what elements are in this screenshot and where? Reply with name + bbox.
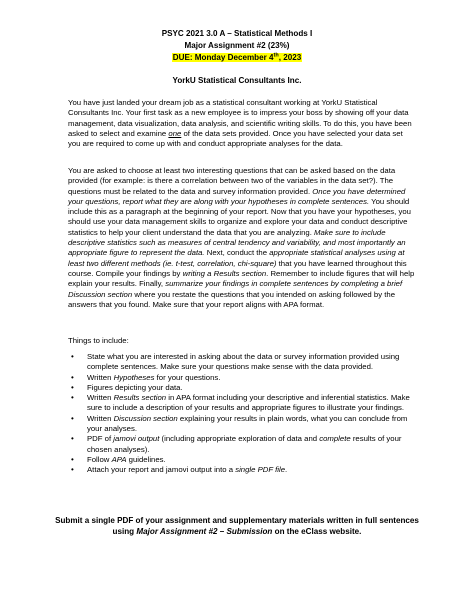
submission-text-2: on the eClass website. xyxy=(272,526,362,536)
course-title: PSYC 2021 3.0 A – Statistical Methods I xyxy=(161,29,313,38)
submission-italic: Major Assignment #2 – Submission xyxy=(136,526,273,536)
instructions-italic-2: Make sure to include descriptive statistics such as measures of central tendency and variability, and most importantly an appropriate figure to represent the data. xyxy=(68,227,406,258)
list-item-text: guidelines. xyxy=(126,454,166,464)
list-item-italic: Results section xyxy=(113,393,167,403)
things-heading: Things to include: xyxy=(68,336,129,345)
list-item-text: Follow xyxy=(87,454,112,464)
list-item-text: Figures depicting your data. xyxy=(87,382,183,392)
list-item-text: (including appropriate exploration of data and xyxy=(159,434,320,444)
list-item-italic: single PDF file xyxy=(235,465,286,475)
instructions-text-6: where you restate the questions that you intended on asking followed by the answers that you found. Make sure that your report aligns with APA format. xyxy=(68,289,395,309)
list-item xyxy=(68,414,420,435)
list-item xyxy=(68,393,420,414)
bullet-icon: • xyxy=(71,413,74,423)
due-date-highlight xyxy=(172,53,302,62)
intro-text-2: of the data sets provided. Once you have selected your data set you are required to come up with and conduct appropriate analyses for the data. xyxy=(68,128,403,149)
assignment-title: Major Assignment #2 (23%) xyxy=(184,41,290,50)
submission-text-1: Submit a single PDF of your assignment and supplementary materials written in full sentences using xyxy=(55,516,419,536)
list-item-text: explaining your results in plain words, what you can conclude from your analyses. xyxy=(87,413,408,434)
bullet-icon: • xyxy=(71,382,74,392)
list-item-text: results of your chosen analyses). xyxy=(87,434,402,454)
list-item-text: PDF of xyxy=(87,434,114,444)
list-item xyxy=(68,465,420,475)
bullet-icon: • xyxy=(71,352,74,361)
instructions-italic-1: Once you have determined your questions, report what they are along with your hypotheses in complete sentences. xyxy=(68,186,406,206)
list-item-italic: jamovi output xyxy=(113,434,160,444)
submission-instructions xyxy=(50,516,424,537)
list-item-italic: Hypotheses xyxy=(113,372,155,382)
due-date-prefix: DUE: Monday December 4 xyxy=(172,53,274,62)
company-name: YorkU Statistical Consultants Inc. xyxy=(172,76,302,85)
intro-paragraph xyxy=(68,98,415,149)
instructions-italic-5: summarize your findings in complete sentences by completing a brief Discussion section xyxy=(68,279,403,299)
instructions-paragraph xyxy=(68,166,415,310)
instructions-italic-3: appropriate statistical analyses using at least two different methods (ie. t-test, correlation, chi-square) xyxy=(68,248,405,268)
list-item-italic: APA xyxy=(111,454,127,464)
list-item-italic: Discussion section xyxy=(113,413,178,423)
instructions-text-5: . Remember to include figures that will help explain your results. Finally, xyxy=(68,268,415,289)
list-item xyxy=(68,373,420,383)
list-item xyxy=(68,383,420,393)
list-item-text: . xyxy=(285,465,288,475)
instructions-text-4: that you have learned throughout this course. Compile your findings by xyxy=(68,258,407,278)
list-item-text: in APA format including your descriptive and inferential statistics. Make sure to include a description of your results and appropriate figures to illustrate your findings. xyxy=(87,393,410,413)
bullet-icon: • xyxy=(71,454,74,464)
intro-underlined-word: one xyxy=(168,128,182,138)
due-date-superscript: th xyxy=(273,52,279,59)
instructions-text-2: You should include this as a paragraph at the beginning of your report. Now that you have your hypotheses, you should use your data management skills to organize and explore your data and conduct descriptive statistics to help your client understand the data that you are analyzing. xyxy=(68,196,411,237)
list-item-text: Written xyxy=(87,372,114,382)
list-item-text: State what you are interested in asking about the data or survey information provided using complete sentences. Make sure your questions make sense with the data provided. xyxy=(87,352,400,372)
due-date xyxy=(0,53,474,64)
bullet-icon: • xyxy=(71,434,74,444)
things-list xyxy=(68,352,420,476)
instructions-italic-4: writing a Results section xyxy=(182,268,267,278)
intro-text-1: You have just landed your dream job as a statistical consultant working at YorkU Statistical Consultants Inc. Your first task as a new employee is to impress your boss by showing off your data management, data visualization, data analysis, and scientific writing skills. To do this, you have been asked to select and examine xyxy=(68,98,412,138)
bullet-icon: • xyxy=(71,372,74,382)
list-item xyxy=(68,434,420,455)
instructions-text-1: You are asked to choose at least two interesting questions that can be asked based on the data provided (for example: is there a correlation between two of the variables in the data set?). The questions must be related to the data and survey information provided. xyxy=(68,166,396,196)
list-item-text: Attach your report and jamovi output into a xyxy=(87,465,236,475)
list-item-text: for your questions. xyxy=(154,372,221,382)
list-item-text: Written xyxy=(87,413,114,423)
list-item xyxy=(68,352,420,373)
bullet-icon: • xyxy=(71,393,74,403)
bullet-icon: • xyxy=(71,465,74,475)
due-date-suffix: , 2023 xyxy=(278,53,302,62)
instructions-text-3: Next, conduct the xyxy=(204,248,270,258)
list-item xyxy=(68,455,420,465)
list-item-italic: complete xyxy=(319,434,351,444)
list-item-text: Written xyxy=(87,393,114,403)
